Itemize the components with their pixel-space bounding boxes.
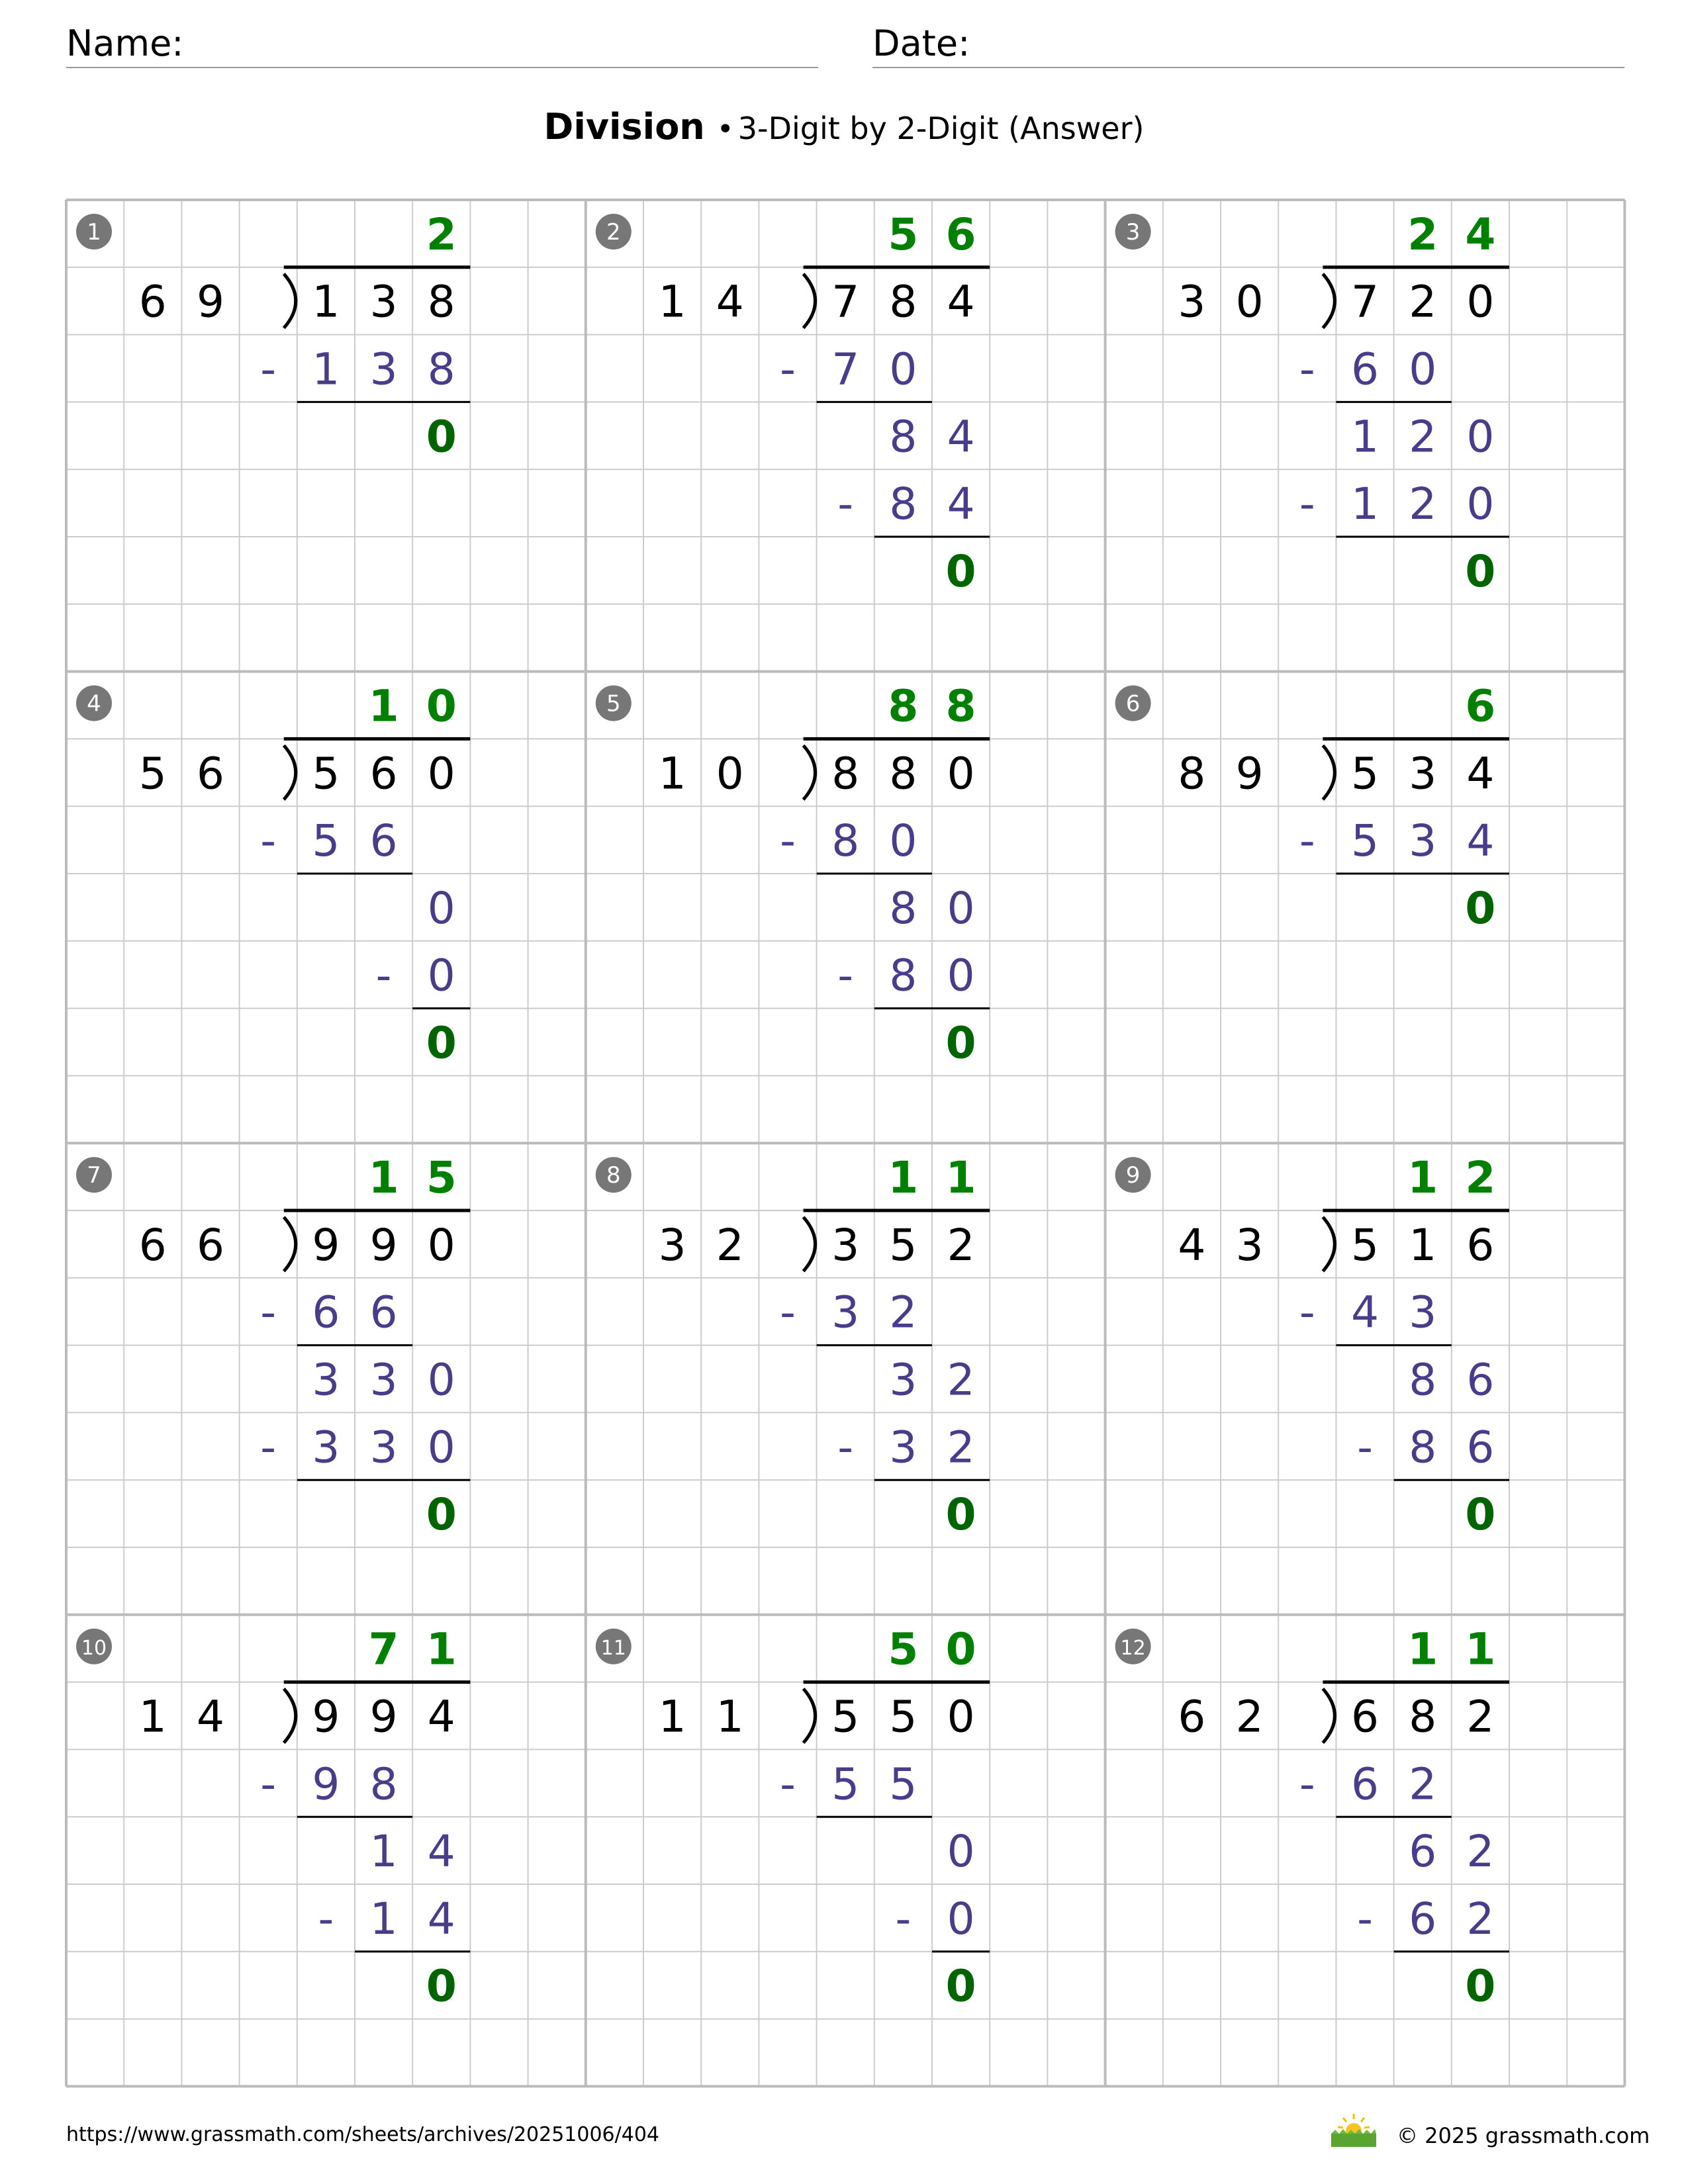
subtrahend-digit: 6 [1351, 1758, 1379, 1810]
partial-dividend-digit: 6 [1409, 1826, 1437, 1878]
divisor-digit: 6 [197, 748, 224, 799]
quotient-digit: 1 [945, 1152, 976, 1204]
dividend-digit: 3 [831, 1219, 860, 1271]
partial-dividend-digit: 3 [369, 1354, 398, 1406]
dividend-digit: 7 [831, 276, 860, 328]
dividend-digit: 5 [831, 1691, 860, 1743]
dividend-digit: 9 [369, 1219, 398, 1271]
subtrahend-digit: 0 [889, 343, 917, 395]
final-remainder: 0 [426, 1489, 457, 1541]
subtrahend-digit: 8 [831, 815, 860, 867]
divisor-digit: 6 [197, 1219, 224, 1271]
dividend-digit: 6 [369, 748, 398, 799]
final-remainder: 0 [1465, 1960, 1496, 2012]
subtrahend-digit: 6 [312, 1287, 340, 1338]
partial-dividend-digit: 1 [1351, 411, 1379, 463]
final-remainder: 0 [426, 411, 457, 463]
divisor-digit: 1 [716, 1691, 744, 1743]
final-remainder: 0 [426, 1960, 457, 2012]
minus-sign: - [260, 1422, 277, 1473]
subtrahend-digit: 4 [427, 1893, 455, 1944]
dividend-digit: 0 [427, 748, 455, 799]
subtrahend-digit: 3 [369, 343, 398, 395]
divisor-digit: 8 [1178, 748, 1206, 799]
division-bracket [804, 1217, 816, 1271]
subtrahend-digit: 8 [1409, 1422, 1437, 1473]
quotient-digit: 1 [888, 1152, 919, 1204]
divisor-digit: 2 [716, 1219, 744, 1271]
subtrahend-digit: 1 [1351, 478, 1379, 530]
divisor-digit: 1 [658, 748, 686, 799]
minus-sign: - [837, 478, 854, 530]
subtrahend-digit: 0 [889, 815, 917, 867]
dividend-digit: 0 [427, 1219, 455, 1271]
quotient-digit: 0 [945, 1623, 976, 1675]
subtrahend-digit: 8 [889, 478, 917, 530]
minus-sign: - [780, 1287, 796, 1338]
problem-number: 6 [1125, 690, 1141, 717]
minus-sign: - [375, 950, 392, 1001]
subtrahend-digit: 2 [947, 1422, 975, 1473]
minus-sign: - [780, 343, 796, 395]
dividend-digit: 2 [947, 1219, 975, 1271]
partial-dividend-digit: 8 [889, 411, 917, 463]
partial-dividend-digit: 0 [947, 1826, 975, 1878]
quotient-digit: 1 [368, 680, 399, 732]
division-bracket [804, 274, 816, 328]
divisor-digit: 6 [138, 1219, 167, 1271]
subtrahend-digit: 3 [1409, 815, 1437, 867]
dividend-digit: 6 [1466, 1219, 1495, 1271]
divisor-digit: 1 [658, 1691, 686, 1743]
minus-sign: - [260, 1758, 277, 1810]
dividend-digit: 5 [889, 1691, 917, 1743]
minus-sign: - [1299, 343, 1315, 395]
dividend-digit: 4 [427, 1691, 455, 1743]
dividend-digit: 2 [1466, 1691, 1495, 1743]
quotient-digit: 4 [1465, 208, 1496, 260]
quotient-digit: 8 [888, 680, 919, 732]
minus-sign: - [780, 815, 796, 867]
division-bracket [1323, 745, 1335, 799]
final-remainder: 0 [945, 1489, 976, 1541]
subtrahend-digit: 0 [427, 950, 455, 1001]
quotient-digit: 2 [1465, 1152, 1496, 1204]
subtrahend-digit: 9 [312, 1758, 340, 1810]
minus-sign: - [260, 1287, 277, 1338]
dividend-digit: 5 [889, 1219, 917, 1271]
subtrahend-digit: 5 [1351, 815, 1379, 867]
dividend-digit: 4 [1466, 748, 1495, 799]
minus-sign: - [780, 1758, 796, 1810]
subtrahend-digit: 0 [947, 950, 975, 1001]
quotient-digit: 1 [1407, 1623, 1438, 1675]
subtrahend-digit: 2 [1409, 478, 1437, 530]
divisor-digit: 4 [197, 1691, 224, 1743]
partial-dividend-digit: 4 [427, 1826, 455, 1878]
dividend-digit: 8 [889, 276, 917, 328]
partial-dividend-digit: 1 [369, 1826, 398, 1878]
divisor-digit: 6 [138, 276, 167, 328]
subtrahend-digit: 5 [831, 1758, 860, 1810]
division-bracket [1323, 1217, 1335, 1271]
minus-sign: - [1299, 815, 1315, 867]
quotient-digit: 1 [1465, 1623, 1496, 1675]
partial-dividend-digit: 8 [1409, 1354, 1437, 1406]
dividend-digit: 9 [369, 1691, 398, 1743]
problem-number: 1 [87, 219, 101, 246]
quotient-digit: 2 [426, 208, 457, 260]
divisor-digit: 9 [1235, 748, 1264, 799]
dividend-digit: 0 [947, 748, 975, 799]
partial-dividend-digit: 2 [1409, 411, 1437, 463]
problem-number: 10 [81, 1636, 107, 1660]
title-subtitle: 3-Digit by 2-Digit (Answer) [737, 111, 1145, 146]
subtrahend-digit: 6 [1466, 1422, 1495, 1473]
problem-number: 9 [1125, 1162, 1141, 1189]
subtrahend-digit: 8 [889, 950, 917, 1001]
minus-sign: - [837, 950, 854, 1001]
minus-sign: - [837, 1422, 854, 1473]
minus-sign: - [260, 815, 277, 867]
divisor-digit: 9 [197, 276, 224, 328]
minus-sign: - [1299, 478, 1315, 530]
divisor-digit: 3 [658, 1219, 686, 1271]
divisor-digit: 0 [1235, 276, 1264, 328]
dividend-digit: 1 [312, 276, 340, 328]
divisor-digit: 4 [716, 276, 744, 328]
problem-number: 3 [1125, 219, 1141, 246]
quotient-digit: 8 [945, 680, 976, 732]
division-bracket [1323, 274, 1335, 328]
subtrahend-digit: 6 [1409, 1893, 1437, 1944]
final-remainder: 0 [1465, 545, 1496, 597]
dividend-digit: 7 [1351, 276, 1379, 328]
minus-sign: - [1299, 1287, 1315, 1338]
name-label: Name: [66, 23, 184, 64]
subtrahend-digit: 3 [369, 1422, 398, 1473]
dividend-digit: 5 [1351, 1219, 1379, 1271]
quotient-digit: 1 [426, 1623, 457, 1675]
subtrahend-digit: 2 [889, 1287, 917, 1338]
division-bracket [284, 1217, 296, 1271]
subtrahend-digit: 1 [369, 1893, 398, 1944]
subtrahend-digit: 4 [1351, 1287, 1379, 1338]
subtrahend-digit: 2 [1409, 1758, 1437, 1810]
partial-dividend-digit: 2 [1466, 1826, 1495, 1878]
problem-number: 2 [606, 219, 621, 246]
subtrahend-digit: 4 [947, 478, 975, 530]
division-bracket [1323, 1689, 1335, 1743]
problem-number: 11 [600, 1636, 626, 1660]
quotient-digit: 5 [426, 1152, 457, 1204]
dividend-digit: 9 [312, 1219, 340, 1271]
minus-sign: - [1299, 1758, 1315, 1810]
partial-dividend-digit: 0 [947, 882, 975, 934]
partial-dividend-digit: 8 [889, 882, 917, 934]
divisor-digit: 5 [138, 748, 167, 799]
footer-copyright: © 2025 grassmath.com [1397, 2123, 1650, 2148]
divisor-digit: 2 [1235, 1691, 1264, 1743]
dividend-digit: 0 [1466, 276, 1495, 328]
problem-number: 7 [87, 1162, 101, 1189]
sun-over-grass-logo-icon [1327, 2111, 1380, 2148]
subtrahend-digit: 3 [312, 1422, 340, 1473]
dividend-digit: 3 [1409, 748, 1437, 799]
quotient-digit: 5 [888, 1623, 919, 1675]
divisor-digit: 1 [658, 276, 686, 328]
final-remainder: 0 [1465, 882, 1496, 934]
division-bracket [284, 274, 296, 328]
subtrahend-digit: 6 [1351, 343, 1379, 395]
problem-number: 8 [606, 1162, 621, 1189]
problem-number: 4 [87, 690, 101, 717]
final-remainder: 0 [1465, 1489, 1496, 1541]
final-remainder: 0 [426, 1017, 457, 1069]
subtrahend-digit: 4 [1466, 815, 1495, 867]
dividend-digit: 8 [1409, 1691, 1437, 1743]
divisor-digit: 3 [1235, 1219, 1264, 1271]
dividend-digit: 9 [312, 1691, 340, 1743]
division-bracket [804, 745, 816, 799]
quotient-digit: 2 [1407, 208, 1438, 260]
dividend-digit: 1 [1409, 1219, 1437, 1271]
divisor-digit: 0 [716, 748, 744, 799]
divisor-digit: 4 [1178, 1219, 1206, 1271]
minus-sign: - [1357, 1893, 1373, 1944]
dividend-digit: 6 [1351, 1691, 1379, 1743]
partial-dividend-digit: 3 [889, 1354, 917, 1406]
dividend-digit: 8 [831, 748, 860, 799]
division-bracket [804, 1689, 816, 1743]
title-bullet: • [716, 113, 734, 146]
divisor-digit: 1 [138, 1691, 167, 1743]
subtrahend-digit: 2 [1466, 1893, 1495, 1944]
subtrahend-digit: 7 [831, 343, 860, 395]
dividend-digit: 4 [947, 276, 975, 328]
partial-dividend-digit: 0 [427, 882, 455, 934]
subtrahend-digit: 6 [369, 1287, 398, 1338]
subtrahend-digit: 3 [1409, 1287, 1437, 1338]
subtrahend-digit: 5 [889, 1758, 917, 1810]
title-main: Division [543, 106, 705, 148]
dividend-digit: 8 [427, 276, 455, 328]
minus-sign: - [1357, 1422, 1373, 1473]
final-remainder: 0 [945, 1960, 976, 2012]
quotient-digit: 0 [426, 680, 457, 732]
quotient-digit: 6 [1465, 680, 1496, 732]
minus-sign: - [260, 343, 277, 395]
quotient-digit: 7 [368, 1623, 399, 1675]
final-remainder: 0 [945, 545, 976, 597]
dividend-digit: 0 [947, 1691, 975, 1743]
subtrahend-digit: 0 [427, 1422, 455, 1473]
subtrahend-digit: 6 [369, 815, 398, 867]
subtrahend-digit: 5 [312, 815, 340, 867]
subtrahend-digit: 0 [1409, 343, 1437, 395]
dividend-digit: 5 [312, 748, 340, 799]
minus-sign: - [895, 1893, 912, 1944]
date-label: Date: [872, 23, 970, 64]
subtrahend-digit: 0 [947, 1893, 975, 1944]
footer-url: https://www.grassmath.com/sheets/archives/20251006/404 [66, 2123, 660, 2146]
division-bracket [284, 1689, 296, 1743]
quotient-digit: 1 [1407, 1152, 1438, 1204]
subtrahend-digit: 3 [889, 1422, 917, 1473]
dividend-digit: 3 [369, 276, 398, 328]
partial-dividend-digit: 3 [312, 1354, 340, 1406]
dividend-digit: 5 [1351, 748, 1379, 799]
partial-dividend-digit: 0 [1466, 411, 1495, 463]
minus-sign: - [318, 1893, 334, 1944]
division-bracket [284, 745, 296, 799]
partial-dividend-digit: 4 [947, 411, 975, 463]
dividend-digit: 2 [1409, 276, 1437, 328]
divisor-digit: 6 [1178, 1691, 1206, 1743]
subtrahend-digit: 0 [1466, 478, 1495, 530]
subtrahend-digit: 8 [369, 1758, 398, 1810]
problem-number: 5 [606, 690, 621, 717]
problem-number: 12 [1120, 1636, 1146, 1660]
quotient-digit: 1 [368, 1152, 399, 1204]
quotient-digit: 6 [945, 208, 976, 260]
divisor-digit: 3 [1178, 276, 1206, 328]
partial-dividend-digit: 0 [427, 1354, 455, 1406]
final-remainder: 0 [945, 1017, 976, 1069]
partial-dividend-digit: 2 [947, 1354, 975, 1406]
partial-dividend-digit: 6 [1466, 1354, 1495, 1406]
subtrahend-digit: 1 [312, 343, 340, 395]
subtrahend-digit: 3 [831, 1287, 860, 1338]
quotient-digit: 5 [888, 208, 919, 260]
subtrahend-digit: 8 [427, 343, 455, 395]
dividend-digit: 8 [889, 748, 917, 799]
